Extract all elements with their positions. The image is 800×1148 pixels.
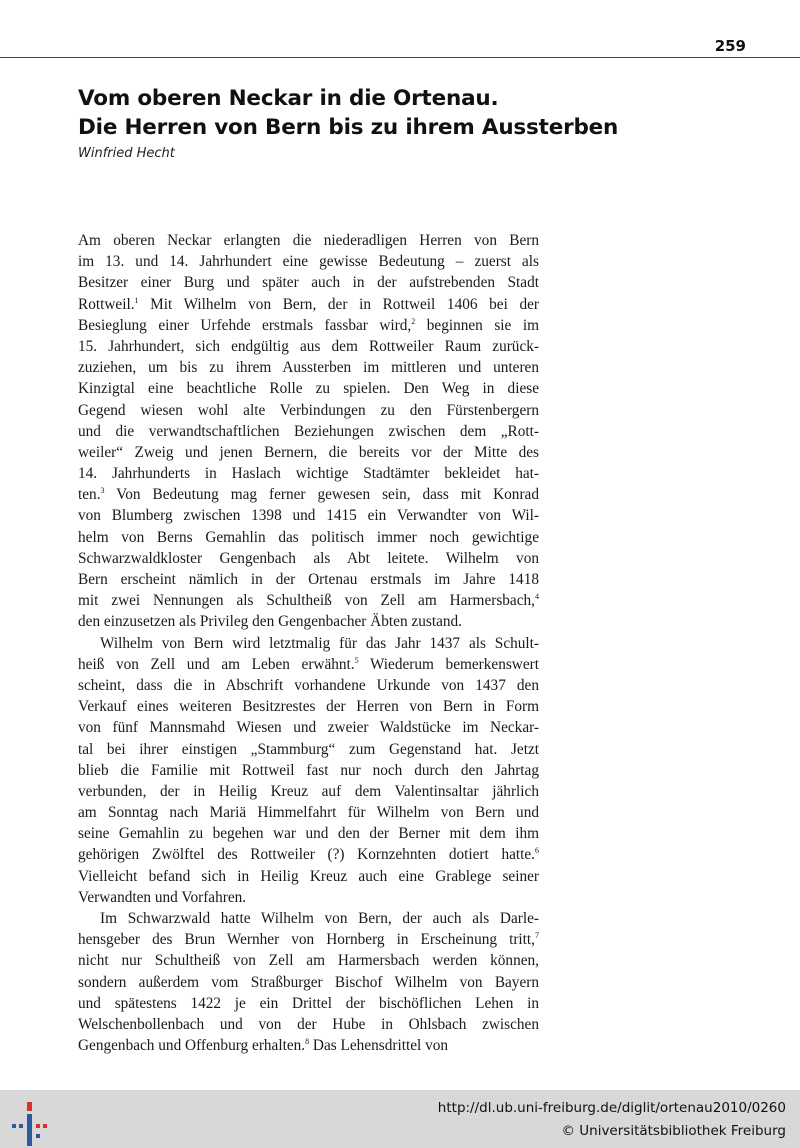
footnote-marker[interactable]: 7 <box>535 931 539 941</box>
text-line: seine Gemahlin zu begehen war und den der Berner mit dem ihm <box>78 825 539 843</box>
text-line: hensgeber des Brun Wernher von Hornberg in Erscheinung tritt,$^7$ <box>78 931 539 949</box>
text-line: Verwandten und Vorfahren. <box>78 888 247 906</box>
text-line: Gegend wiesen wohl alte Verbindungen zu den Fürstenbergern <box>78 401 539 419</box>
footnote-marker[interactable]: 4 <box>535 592 539 602</box>
text-line: von Blumberg zwischen 1398 und 1415 ein Verwandter von Wil- <box>78 507 539 525</box>
footnote-marker[interactable]: 3 <box>100 486 105 496</box>
text-line: nicht nur Schultheiß von Zell am Harmersbach werden können, <box>78 952 539 970</box>
text-line: Im Schwarzwald hatte Wilhelm von Bern, der auch als Darle- <box>100 910 539 927</box>
text-line: Rottweil.$^1$ Mit Wilhelm von Bern, der in Rottweil 1406 bei der <box>78 295 539 313</box>
article-title <box>78 84 718 142</box>
text-line: Besitzer einer Burg und später auch in der aufstrebenden Stadt <box>78 274 539 292</box>
footnote-marker[interactable]: 2 <box>411 316 416 326</box>
body-text <box>78 230 539 1056</box>
page-number: 259 <box>714 37 746 55</box>
text-line: mit zwei Nennungen als Schultheiß von Zell am Harmersbach,$^4$ <box>78 592 539 610</box>
text-line: Verkauf eines weiteren Besitzrestes der Herren von Bern in Form <box>78 698 539 716</box>
footnote-marker[interactable]: 8 <box>305 1037 310 1047</box>
text-line: und die verwandtschaftlichen Beziehungen zwischen dem „Rott- <box>78 422 539 440</box>
text-line: tal bei ihrer einstigen „Stammburg“ zum Gegenstand hat. Jetzt <box>78 740 539 758</box>
text-line: Vielleicht befand sich in Heilig Kreuz auch eine Grablege seiner <box>78 867 539 885</box>
header-rule <box>0 57 800 58</box>
text-line: sondern außerdem vom Straßburger Bischof Wilhelm von Bayern <box>78 973 539 991</box>
footer-copyright: © Universitätsbibliothek Freiburg <box>561 1123 786 1139</box>
author-name: Winfried Hecht <box>78 146 175 161</box>
text-line: von fünf Mannsmahd Wiesen und zweier Waldstücke im Neckar- <box>78 719 539 737</box>
text-line: Welschenbollenbach und von der Hube in Ohlsbach zwischen <box>78 1015 539 1033</box>
footnote-marker[interactable]: 6 <box>535 846 539 856</box>
text-line: zuziehen, um bis zu ihrem Aussterben im mittleren und unteren <box>78 359 539 377</box>
footnote-marker[interactable]: 1 <box>134 295 139 305</box>
text-line: und spätestens 1422 je ein Drittel der bischöflichen Lehen in <box>78 994 539 1012</box>
paragraph <box>78 908 539 1056</box>
text-line: blieb die Familie mit Rottweil fast nur noch durch den Jahrtag <box>78 761 539 779</box>
text-line: gehörigen Zwölftel des Rottweiler (?) Kornzehnten dotiert hatte.$^6$ <box>78 846 539 864</box>
text-line: Schwarzwaldkloster Gengenbach als Abt leitete. Wilhelm von <box>78 549 539 567</box>
text-line: Am oberen Neckar erlangten die niederadligen Herren von Bern <box>78 232 539 249</box>
text-line: weiler“ Zweig und jenen Bernern, die bereits vor der Mitte des <box>78 443 539 461</box>
text-line: 15. Jahrhundert, sich endgültig aus dem Rottweiler Raum zurück- <box>78 337 539 355</box>
text-line: den einzusetzen als Privileg den Gengenbacher Äbten zustand. <box>78 613 462 631</box>
paragraph <box>78 633 539 908</box>
text-line: scheint, dass die in Abschrift vorhandene Urkunde von 1437 den <box>78 676 539 694</box>
text-line: heiß von Zell und am Leben erwähnt.$^5$ Wiederum bemerkenswert <box>78 655 539 673</box>
text-line: ten.$^3$ Von Bedeutung mag ferner gewesen sein, dass mit Konrad <box>78 486 539 504</box>
text-line: im 13. und 14. Jahrhundert eine gewisse Bedeutung – zuerst als <box>78 253 539 271</box>
text-line: Gengenbach und Offenburg erhalten.$^8$ Das Lehensdrittel von <box>78 1037 449 1055</box>
title-line-1: Vom oberen Neckar in die Ortenau. <box>78 86 499 111</box>
footer-url-link[interactable]: http://dl.ub.uni-freiburg.de/diglit/ortenau2010/0260 <box>437 1100 786 1116</box>
footnote-marker[interactable]: 5 <box>354 655 359 665</box>
ub-freiburg-logo-icon[interactable] <box>10 1100 52 1146</box>
title-line-2: Die Herren von Bern bis zu ihrem Aussterben <box>78 115 619 140</box>
paragraph <box>78 230 539 633</box>
text-line: Besieglung einer Urfehde erstmals fassbar wird,$^2$ beginnen sie im <box>78 316 539 334</box>
text-line: am Sonntag nach Mariä Himmelfahrt für Wilhelm von Bern und <box>78 804 539 822</box>
footer-bar <box>0 1090 800 1148</box>
text-line: 14. Jahrhunderts in Haslach wichtige Stadtämter bekleidet hat- <box>78 465 539 483</box>
text-line: helm von Berns Gemahlin das politisch immer noch gewichtige <box>78 528 539 546</box>
text-line: Bern erscheint nämlich in der Ortenau erstmals im Jahre 1418 <box>78 571 539 588</box>
text-line: Wilhelm von Bern wird letztmalig für das Jahr 1437 als Schult- <box>100 634 539 652</box>
text-line: Kinzigtal eine beachtliche Rolle zu spielen. Den Weg in diese <box>78 380 539 398</box>
text-line: verbunden, der in Heilig Kreuz auf dem Valentinsaltar jährlich <box>78 782 539 800</box>
